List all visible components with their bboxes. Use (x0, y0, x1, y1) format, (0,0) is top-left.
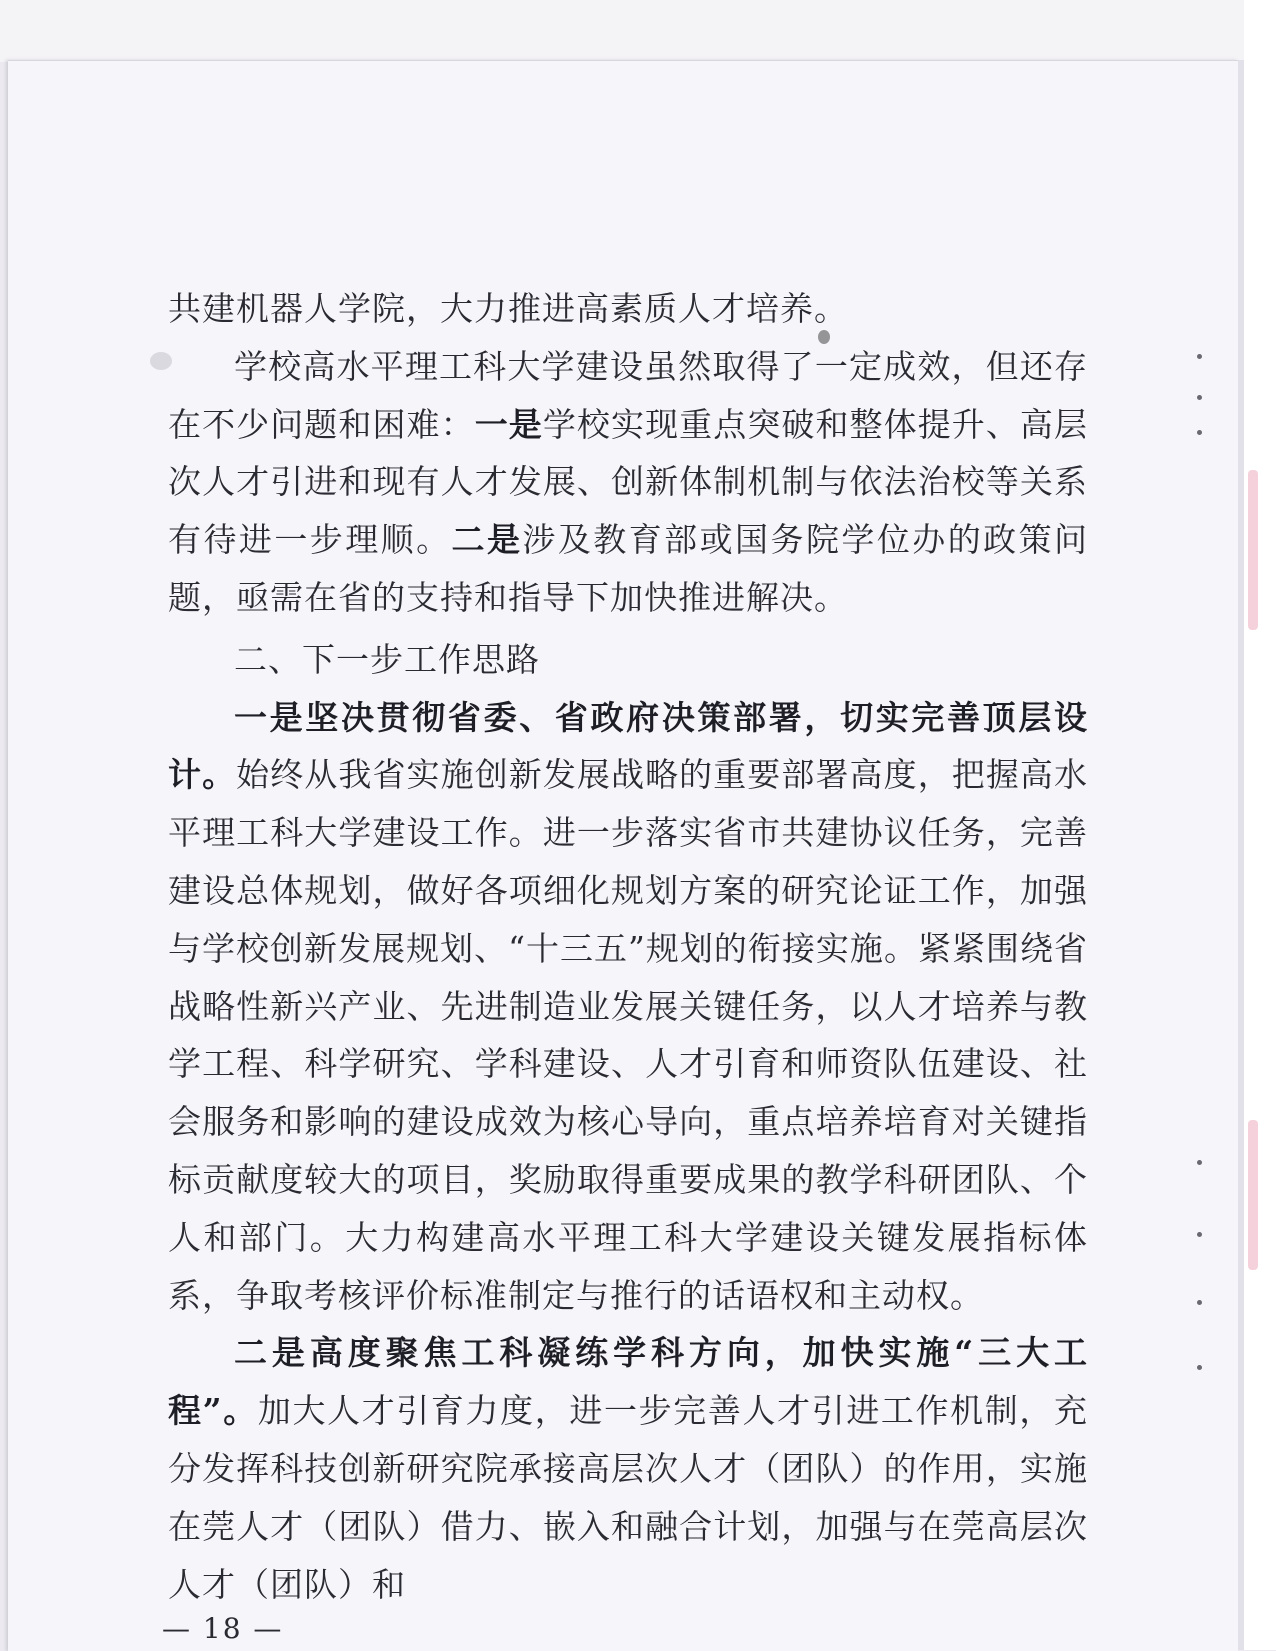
scan-background-top (0, 0, 1276, 62)
page-edge (1238, 60, 1244, 1650)
binding-hole (1197, 1365, 1202, 1370)
pink-stain (1248, 470, 1258, 630)
section-heading: 二、下一步工作思路 (234, 639, 540, 679)
point-one-text: 始终从我省实施创新发展战略的重要部署高度，把握高水平理工科大学建设工作。进一步落实省市共建协议任务，完善建设总体规划，做好各项细化规划方案的研究论证工作，加强与学校创新发展规划、“十三五”规划的衔接实施。紧紧围绕省战略性新兴产业、先进制造业发展关键任务，以人才培养与教学工程、科学研究、学科建设、人才引育和师资队伍建设、社会服务和影响的建设成效为核心导向，重点培养培育对关键指标贡献度较大的项目，奖励取得重要成果的教学科研团队、个人和部门。大力构建高水平理工科大学建设关键发展指标体系，争取考核评价标准制定与推行的话语权和主动权。 (168, 755, 1089, 1315)
problems-first-label: 一是 (474, 404, 543, 444)
paragraph-point-two (168, 1324, 1088, 1613)
binding-hole (1197, 430, 1202, 435)
binding-hole (1197, 395, 1202, 400)
scan-background-right (1244, 0, 1276, 1650)
pink-stain (1248, 1120, 1258, 1270)
binding-hole (1197, 354, 1202, 359)
binding-hole (1197, 1160, 1202, 1165)
problems-first-text: 学校实现重点突破和整体提升、高层次人才引进和现有人才发展、创新体制机制与依法治校等关系有待进一步理顺。 (168, 404, 1089, 560)
problems-second-text: 涉及教育部或国务院学位办的政策问题，亟需在省的支持和指导下加快推进解决。 (168, 520, 1089, 617)
document-body (168, 280, 1088, 1613)
paragraph-point-one (168, 689, 1088, 1325)
binding-hole (1197, 1300, 1202, 1305)
point-two-heading: 二是高度聚焦工科凝练学科方向，加快实施“三大工程”。 (168, 1333, 1088, 1431)
paragraph-continuation: 共建机器人学院，大力推进高素质人才培养。 (168, 289, 848, 328)
binding-hole (1197, 1232, 1202, 1237)
problems-intro-text: 学校高水平理工科大学建设虽然取得了一定成效，但还存在不少问题和困难： (168, 346, 1088, 444)
point-two-text: 加大人才引育力度，进一步完善人才引进工作机制，充分发挥科技创新研究院承接高层次人才（团队）的作用，实施在莞人才（团队）借力、嵌入和融合计划，加强与在莞高层次人才（团队）和 (168, 1391, 1089, 1604)
problems-second-label: 二是 (451, 520, 523, 560)
paragraph-problems (168, 338, 1088, 627)
point-one-heading: 一是坚决贯彻省委、省政府决策部署，切实完善顶层设计。 (168, 697, 1088, 795)
page-number: — 18 — (162, 1612, 284, 1645)
